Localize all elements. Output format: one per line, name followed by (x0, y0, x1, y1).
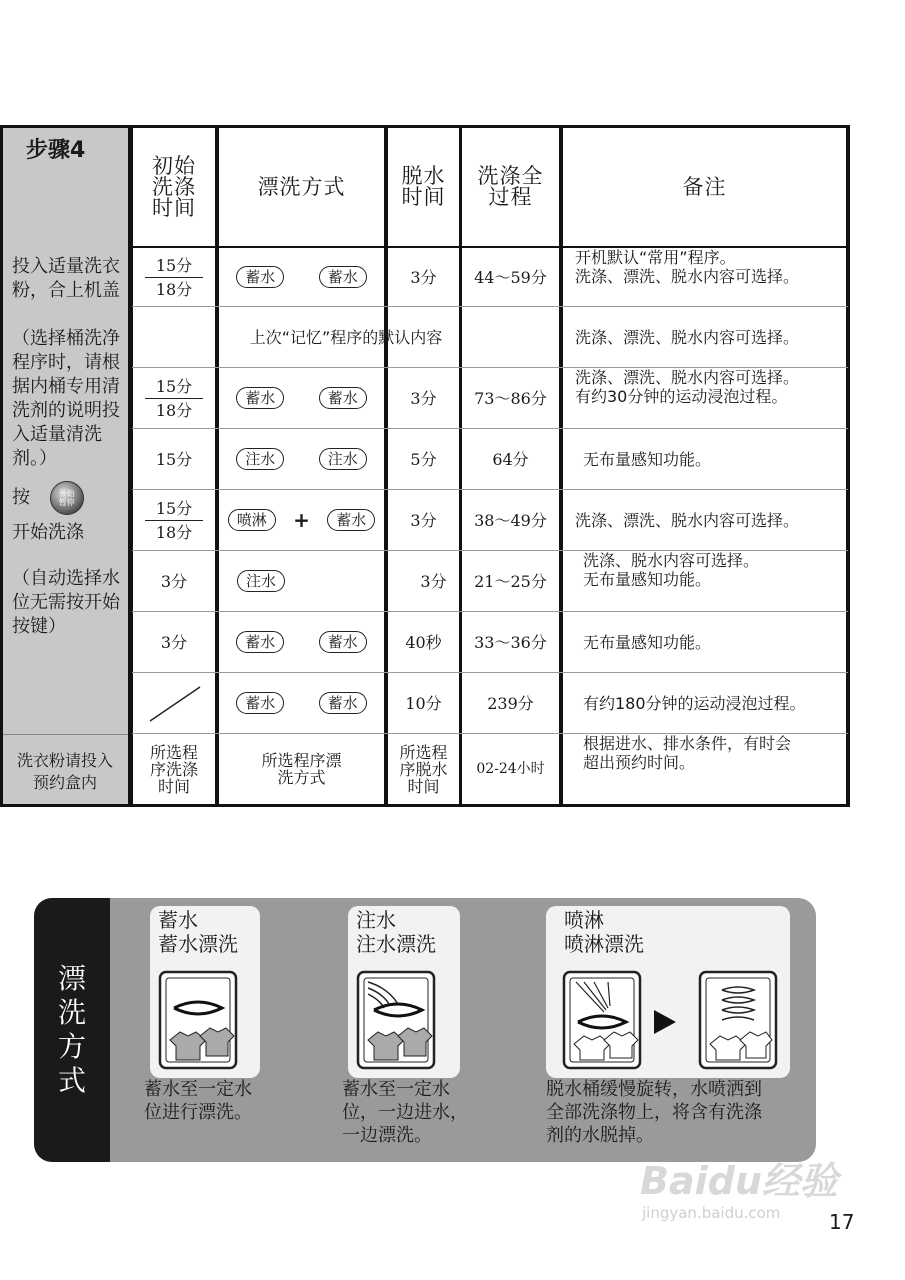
rinse-cell (219, 368, 384, 428)
total-cell: 73～86分 (474, 388, 547, 408)
total-cell: 02-24小时 (476, 760, 545, 777)
rinse-cell (219, 551, 384, 611)
method-head-3: 喷淋 喷淋漂洗 (564, 908, 644, 956)
method-desc-2: 蓄水至一定水 位，一边进水， 一边漂洗。 (342, 1079, 468, 1146)
spin-cell: 10分 (405, 693, 442, 713)
table-border-left (0, 125, 3, 807)
rinse-cell (219, 612, 384, 672)
storage-rinse-icon (158, 970, 238, 1070)
start-pause-icon: 开始 暂停 (50, 481, 84, 515)
rinse-tag: 蓄水 (236, 266, 284, 288)
method-desc-3: 脱水桶缓慢旋转，水喷洒到 全部洗涤物上，将含有洗涤 剂的水脱掉。 (546, 1079, 762, 1146)
note-cell: 无布量感知功能。 (583, 632, 712, 652)
step-text-1: 投入适量洗衣粉，合上机盖 (12, 256, 120, 301)
wash-time-cell: 15分 (155, 449, 193, 469)
step-footer: 洗衣粉请投入预约盒内 (0, 734, 130, 808)
step-instructions (12, 255, 128, 639)
total-cell: 239分 (487, 693, 534, 713)
rinse-cell (219, 673, 384, 733)
diagonal-slash-icon (144, 681, 204, 725)
rinse-tag: 注水 (236, 448, 284, 470)
note-cell: 洗涤、脱水内容可选择。 无布量感知功能。 (583, 551, 760, 589)
total-cell: 21～25分 (474, 571, 547, 591)
wash-time-cell: $\frac{\text{15分}}{\text{18分}}$ (133, 490, 215, 550)
note-cell: 无布量感知功能。 (583, 449, 712, 469)
header-rinse-method: 漂洗方式 (257, 174, 346, 199)
note-cell: 有约180分钟的运动浸泡过程。 (583, 693, 806, 713)
wash-time-cell: 3分 (160, 571, 188, 591)
header-notes: 备注 (682, 174, 727, 199)
rinse-cell: 所选程序漂洗方式 (261, 751, 342, 787)
note-cell: 开机默认“常用”程序。 洗涤、漂洗、脱水内容可选择。 (575, 248, 800, 286)
plus-sign: + (293, 507, 310, 532)
watermark-logo: Baidu经验 (640, 1159, 838, 1203)
spin-cell: 所选程序脱水时间 (399, 742, 448, 796)
watermark-url: jingyan.baidu.com (642, 1204, 781, 1222)
rinse-tag: 蓄水 (236, 692, 284, 714)
rinse-cell (219, 490, 384, 550)
spin-cell: 40秒 (405, 632, 442, 652)
step-title: 步骤4 (26, 138, 86, 163)
wash-time-cell: $\frac{\text{15分}}{\text{18分}}$ (133, 248, 215, 306)
rinse-tag: 蓄水 (327, 509, 375, 531)
rinse-tag: 蓄水 (236, 631, 284, 653)
total-cell: 64分 (492, 449, 529, 469)
method-desc-1: 蓄水至一定水 位进行漂洗。 (144, 1079, 252, 1123)
rinse-tag: 注水 (237, 570, 285, 592)
merged-memory-cell: 上次“记忆”程序的默认内容 (249, 327, 443, 347)
header-full-process: 洗涤全过程 (477, 164, 544, 209)
spin-cell: 5分 (410, 449, 437, 469)
rinse-cell (219, 248, 384, 306)
step-text-2: （选择桶洗净程序时，请根据内桶专用清洗剂的说明投入适量清洗剂。） (12, 328, 120, 469)
spin-cell: 3分 (410, 388, 437, 408)
wash-time-cell-empty (133, 673, 215, 733)
step-press-line (12, 481, 128, 515)
rinse-tag: 蓄水 (319, 692, 367, 714)
step-column (0, 125, 130, 807)
table-border-bottom (0, 804, 850, 807)
spray-rinse-icon (562, 970, 778, 1070)
step-text-3: 开始洗涤 (12, 522, 84, 543)
total-cell: 33～36分 (474, 632, 547, 652)
header-initial-wash: 初始洗涤时间 (152, 153, 196, 220)
spin-cell: 3分 (410, 510, 437, 530)
page-number: 17 (829, 1210, 855, 1234)
method-head-1: 蓄水 蓄水漂洗 (158, 908, 238, 956)
rinse-tag: 蓄水 (319, 387, 367, 409)
rinse-tag: 喷淋 (228, 509, 276, 531)
wash-time-cell: $\frac{\text{15分}}{\text{18分}}$ (133, 368, 215, 428)
wash-time-cell: 3分 (160, 632, 188, 652)
wash-time-cell: 所选程序洗涤时间 (149, 742, 198, 796)
step-press-label: 按 (12, 487, 30, 508)
rinse-tag: 蓄水 (236, 387, 284, 409)
note-cell: 根据进水、排水条件，有时会 超出预约时间。 (583, 734, 792, 772)
method-head-2: 注水 注水漂洗 (356, 908, 436, 956)
total-cell: 44～59分 (474, 267, 547, 287)
header-spin-time: 脱水时间 (401, 164, 446, 209)
total-cell: 38～49分 (474, 510, 547, 530)
rinse-methods-panel (34, 898, 816, 1162)
rinse-cell (219, 429, 384, 489)
rinse-tag: 蓄水 (319, 631, 367, 653)
note-cell: 洗涤、漂洗、脱水内容可选择。 (575, 327, 800, 347)
spin-cell: 3分 (420, 571, 447, 591)
rinse-tag: 注水 (319, 448, 367, 470)
step-text-4: （自动选择水位无需按开始按键） (12, 568, 120, 637)
note-cell: 洗涤、漂洗、脱水内容可选择。 (575, 510, 800, 530)
inflow-rinse-icon (356, 970, 436, 1070)
rinse-tag: 蓄水 (319, 266, 367, 288)
spin-cell: 3分 (410, 267, 437, 287)
panel-label: 漂洗方式 (34, 898, 110, 1162)
program-table (0, 125, 850, 807)
note-cell: 洗涤、漂洗、脱水内容可选择。 有约30分钟的运动浸泡过程。 (575, 368, 800, 406)
